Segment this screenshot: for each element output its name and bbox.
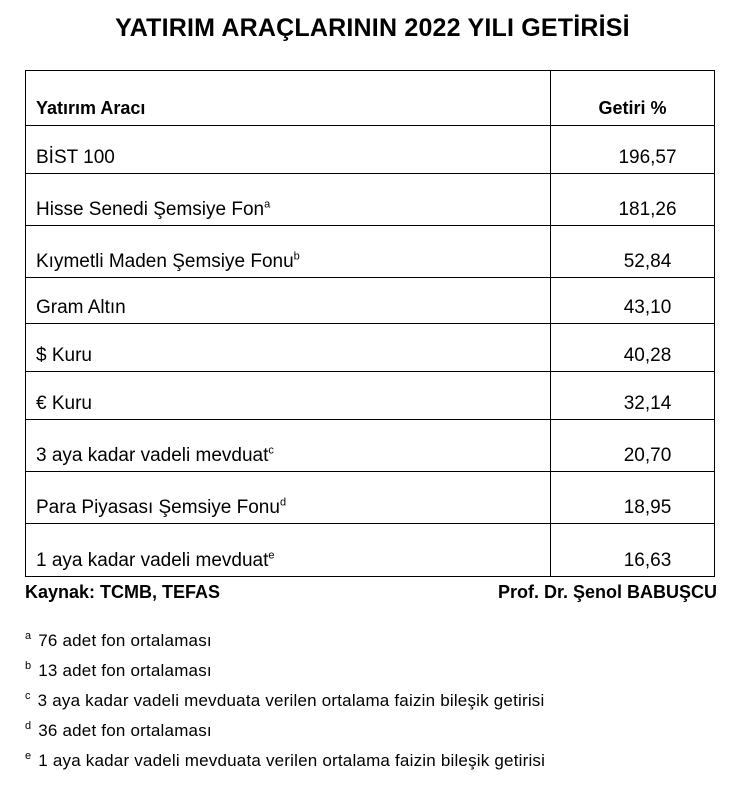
footnote-mark: e: [25, 750, 32, 763]
footnote-text: 13 adet fon ortalaması: [38, 661, 212, 680]
table-row: [26, 420, 715, 472]
instrument-label: Gram Altın: [36, 297, 126, 318]
return-value: 43,10: [551, 278, 715, 324]
table-row: [26, 226, 715, 278]
return-value: 181,26: [551, 174, 715, 226]
return-value: 40,28: [551, 324, 715, 372]
footnote-mark: e: [268, 549, 275, 562]
table-row: [26, 278, 715, 324]
instrument-cell: [26, 472, 551, 524]
instrument-cell: [26, 126, 551, 174]
return-value: 16,63: [551, 524, 715, 577]
instrument-label: BİST 100: [36, 147, 115, 168]
table-row: [26, 126, 715, 174]
instrument-label: 3 aya kadar vadeli mevduat: [36, 445, 269, 466]
table-row: [26, 472, 715, 524]
instrument-label: Kıymetli Maden Şemsiye Fonu: [36, 251, 294, 272]
footnote-text: 36 adet fon ortalaması: [38, 721, 212, 740]
table-row: [26, 174, 715, 226]
instrument-cell: [26, 174, 551, 226]
instrument-label: Para Piyasası Şemsiye Fonu: [36, 497, 280, 518]
footnote-mark: d: [279, 496, 287, 509]
footnotes: [25, 628, 725, 778]
footnote-mark: d: [25, 720, 32, 733]
table-header-row: [26, 71, 715, 126]
footnote-item: [25, 628, 725, 658]
page-title: YATIRIM ARAÇLARININ 2022 YILI GETİRİSİ: [115, 14, 630, 42]
footnote-text: 76 adet fon ortalaması: [38, 631, 212, 650]
footnote-mark: a: [264, 198, 271, 211]
author-credit: Prof. Dr. Şenol BABUŞCU: [497, 582, 717, 602]
instrument-cell: [26, 420, 551, 472]
footnote-item: [25, 688, 725, 718]
return-value: 18,95: [551, 472, 715, 524]
footnote-mark: c: [268, 444, 274, 457]
source-credit: Kaynak: TCMB, TEFAS: [25, 582, 221, 602]
table-row: [26, 372, 715, 420]
returns-table: [25, 70, 715, 577]
table-row: [26, 324, 715, 372]
instrument-label: € Kuru: [36, 393, 92, 414]
instrument-cell: [26, 278, 551, 324]
return-value: 52,84: [551, 226, 715, 278]
footnote-mark: b: [25, 660, 32, 673]
instrument-label: Hisse Senedi Şemsiye Fon: [36, 199, 265, 220]
column-header-instrument: Yatırım Aracı: [26, 71, 551, 126]
footnote-item: [25, 718, 725, 748]
instrument-cell: [26, 226, 551, 278]
return-value: 20,70: [551, 420, 715, 472]
instrument-cell: [26, 524, 551, 577]
instrument-cell: [26, 324, 551, 372]
return-value: 196,57: [551, 126, 715, 174]
table-row: [26, 524, 715, 577]
instrument-label: 1 aya kadar vadeli mevduat: [36, 550, 269, 571]
footnote-item: [25, 658, 725, 688]
instrument-label: $ Kuru: [36, 345, 92, 366]
footnote-mark: a: [25, 630, 32, 643]
footnote-text: 3 aya kadar vadeli mevduata verilen ortalama faizin bileşik getirisi: [37, 691, 545, 710]
footnote-mark: b: [293, 250, 300, 263]
footnote-mark: c: [25, 690, 31, 703]
column-header-return: Getiri %: [551, 71, 715, 126]
instrument-cell: [26, 372, 551, 420]
footnote-item: [25, 748, 725, 778]
return-value: 32,14: [551, 372, 715, 420]
footnote-text: 1 aya kadar vadeli mevduata verilen ortalama faizin bileşik getirisi: [38, 751, 546, 770]
